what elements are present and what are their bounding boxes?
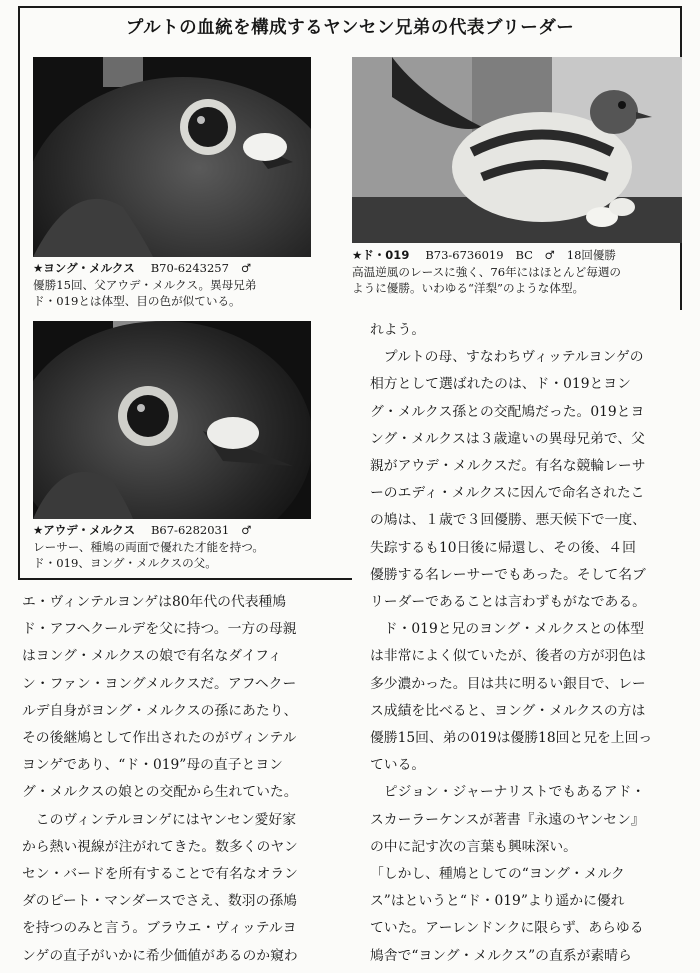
photo-de-019: [352, 57, 682, 243]
caption-body-oude-merckx: [33, 539, 264, 571]
caption-line: 高温逆風のレースに強く、76年にはほとんど毎週の: [352, 265, 622, 279]
text-line: セン・バードを所有することで有名なオラン: [22, 866, 298, 883]
bird-wins: 18回優勝: [566, 248, 616, 262]
caption-line: 優勝15回、父アウデ・メルクス。異母兄弟: [33, 278, 257, 292]
text-line: ピジョン・ジャーナリストでもあるアド・: [370, 784, 646, 801]
text-line: 鳩舎で“ヨング・メルクス”の直系が素晴ら: [370, 947, 632, 964]
text-line: ス成績を比べると、ヨング・メルクスの方は: [370, 702, 646, 719]
photo-jong-merckx: [33, 57, 311, 257]
caption-line: ように優勝。いわゆる“洋梨”のような体型。: [352, 281, 585, 295]
bird-sex: ♂: [241, 523, 252, 537]
text-line: ン・ファン・ヨングメルクスだ。アフヘクー: [22, 675, 297, 692]
text-line: ヨンゲであり、“ド・019”母の直子とヨン: [22, 757, 283, 774]
caption-line: ド・019、ヨング・メルクスの父。: [33, 556, 217, 570]
text-line: は非常によく似ていたが、後者の方が羽色は: [370, 648, 646, 665]
bird-sex: ♂: [240, 261, 252, 275]
caption-line: レーサー、種鳩の両面で優れた才能を持つ。: [33, 540, 264, 554]
text-line: ス”はというと“ド・019”より遥かに優れ: [370, 893, 625, 910]
bird-reg: B73-6736019: [425, 248, 504, 262]
text-line: はヨング・メルクスの娘で有名なダイフィ: [22, 648, 282, 665]
text-line: このヴィンテルヨンゲにはヤンセン愛好家: [22, 811, 297, 828]
text-line: その後継鳩として作出されたのがヴィンテル: [22, 730, 297, 747]
bird-name: ★アウデ・メルクス: [33, 523, 135, 537]
text-line: ンゲの直子がいかに希少価値があるのか窺わ: [22, 947, 298, 964]
text-line: グ・メルクスの娘との交配から生れていた。: [22, 784, 298, 801]
text-line: 失踪するも10日後に帰還し、その後、４回: [370, 539, 636, 556]
article-column-left: [22, 589, 338, 970]
bird-sex: BC ♂: [515, 248, 555, 262]
bird-name: ★ヨング・メルクス: [33, 261, 135, 275]
text-line: ド・アフヘクールデを父に持つ。一方の母親: [22, 621, 297, 638]
text-line: ーのエディ・メルクスに因んで命名されたこ: [370, 485, 645, 502]
text-line: 親がアウデ・メルクスだ。有名な競輪レーサ: [370, 458, 646, 475]
caption-head-de-019: [352, 248, 616, 262]
caption-line: ド・019とは体型、目の色が似ている。: [33, 294, 241, 308]
feature-title: プルトの血統を構成するヤンセン兄弟の代表ブリーダー: [125, 18, 575, 38]
bird-name: ★ド・019: [352, 248, 410, 262]
text-line: プルトの母、すなわちヴィッテルヨンゲの: [370, 349, 644, 366]
text-line: リーダーであることは言わずもがなである。: [370, 594, 646, 611]
text-line: から熱い視線が注がれてきた。数多くのヤン: [22, 838, 298, 855]
bird-reg: B67-6282031: [150, 523, 230, 537]
text-line: グ・メルクス孫との交配鳩だった。019とヨ: [370, 403, 645, 420]
text-line: 「しかし、種鳩としての“ヨング・メルク: [370, 866, 625, 883]
photo-oude-merckx: [33, 321, 311, 519]
text-line: 相方として選ばれたのは、ド・019とヨン: [370, 376, 631, 393]
text-line: ダのピート・マンダースでさえ、数羽の孫鳩: [22, 893, 297, 910]
text-line: ド・019と兄のヨング・メルクスとの体型: [370, 621, 644, 638]
text-line: 優勝15回、弟の019は優勝18回と兄を上回っ: [370, 730, 653, 747]
text-line: の鳩は、１歳で３回優勝、悪天候下で一度、: [370, 512, 646, 529]
text-line: の中に記す次の言葉も興味深い。: [370, 838, 577, 855]
text-line: ていた。アーレンドンクに限らず、あらゆる: [370, 920, 644, 937]
caption-head-jong-merckx: [33, 261, 251, 275]
text-line: 優勝する名レーサーでもあった。そして名ブ: [370, 566, 646, 583]
text-line: ルデ自身がヨング・メルクスの孫にあたり、: [22, 702, 298, 719]
text-line: を持つのみと言う。ブラウエ・ヴィッテルヨ: [22, 920, 297, 937]
bird-reg: B70-6243257: [150, 261, 229, 275]
article-column-right: [370, 317, 686, 970]
caption-head-oude-merckx: [33, 523, 251, 537]
text-line: れよう。: [370, 322, 426, 338]
caption-body-de-019: [352, 264, 621, 296]
text-line: エ・ヴィンテルヨンゲは80年代の代表種鳩: [22, 594, 287, 610]
text-line: 多少濃かった。目は共に明るい銀目で、レー: [370, 675, 646, 692]
text-line: ている。: [370, 757, 426, 774]
text-line: スカーラーケンスが著書『永遠のヤンセン』: [370, 811, 645, 828]
text-line: ング・メルクスは３歳違いの異母兄弟で、父: [370, 430, 645, 447]
caption-body-jong-merckx: [33, 277, 256, 309]
